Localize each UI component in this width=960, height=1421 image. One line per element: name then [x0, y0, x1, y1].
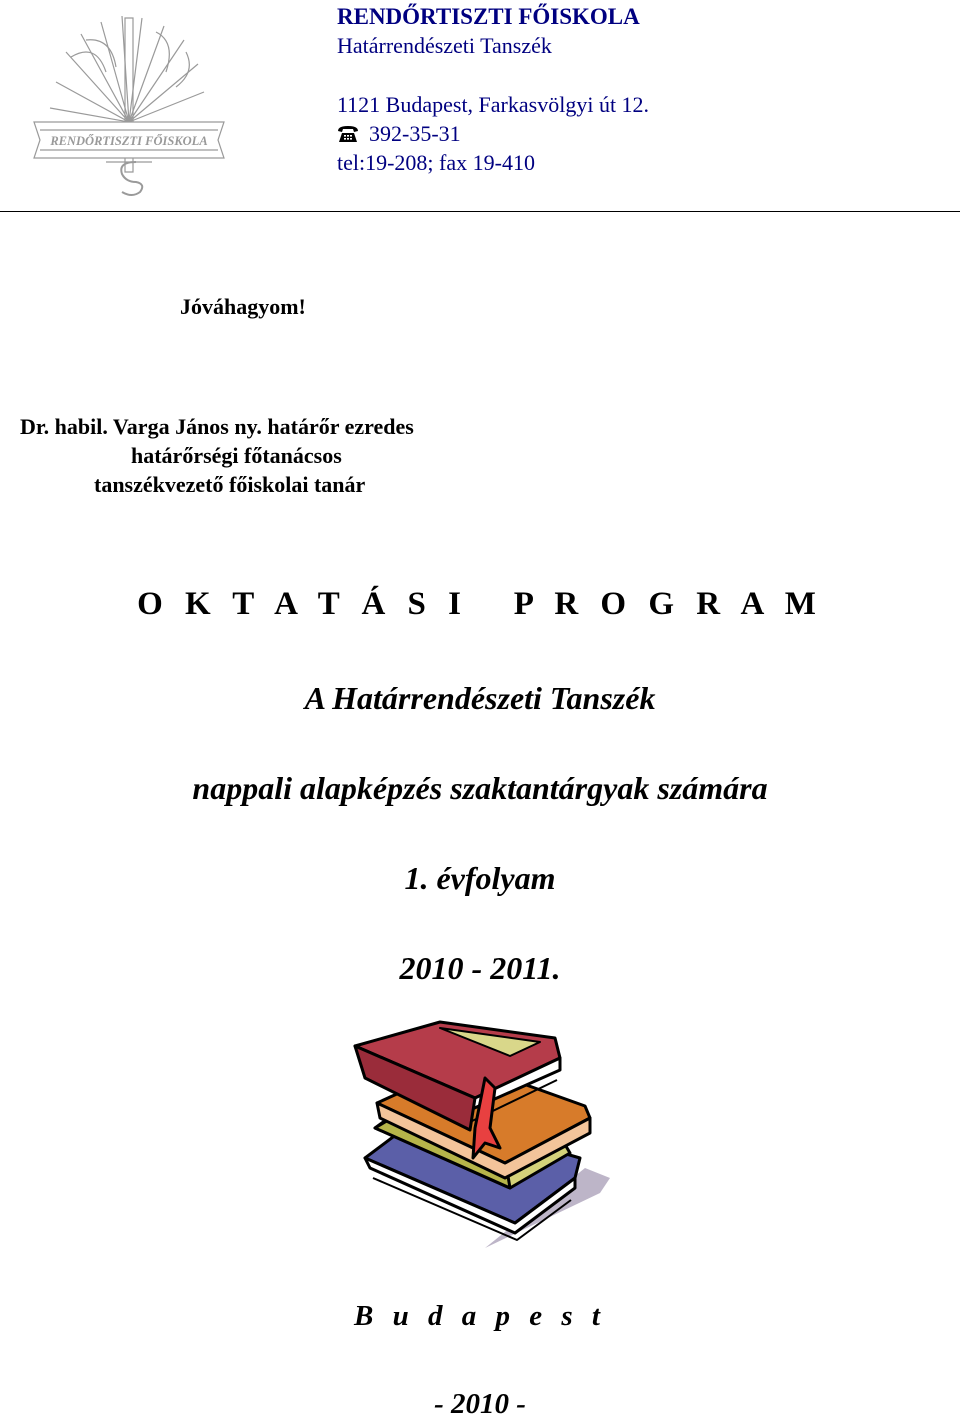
address: 1121 Budapest, Farkasvölgyi út 12. [337, 92, 650, 117]
footer-year: - 2010 - [434, 1388, 526, 1420]
document-subtitle: A Határrendészeti Tanszék [304, 680, 656, 716]
approver-title: határőrségi főtanácsos [131, 443, 342, 468]
year-class: 1. évfolyam [404, 860, 556, 896]
city: B u d a p e s t [354, 1300, 606, 1332]
header-divider [0, 211, 960, 212]
school-year: 2010 - 2011. [399, 950, 561, 986]
approval-label: Jóváhagyom! [180, 294, 306, 319]
approver-position: tanszékvezető főiskolai tanár [94, 472, 366, 497]
document-title: O K T A T Á S I P R O G R A M [137, 586, 823, 622]
telephone-icon [337, 125, 359, 143]
tel-fax: tel:19-208; fax 19-410 [337, 150, 535, 175]
approver-name: Dr. habil. Varga János ny. határőr ezredes [20, 414, 414, 439]
document-subtitle-program: nappali alapképzés szaktantárgyak számára [192, 770, 768, 806]
phone-line [337, 119, 461, 148]
school-name: RENDŐRTISZTI FŐISKOLA [337, 4, 640, 29]
books-stack-icon [345, 1018, 615, 1258]
school-logo [26, 12, 232, 198]
department-name: Határrendészeti Tanszék [337, 33, 552, 58]
phone-number: 392-35-31 [369, 121, 461, 146]
logo-text: RENDŐRTISZTI FŐISKOLA [50, 134, 208, 148]
